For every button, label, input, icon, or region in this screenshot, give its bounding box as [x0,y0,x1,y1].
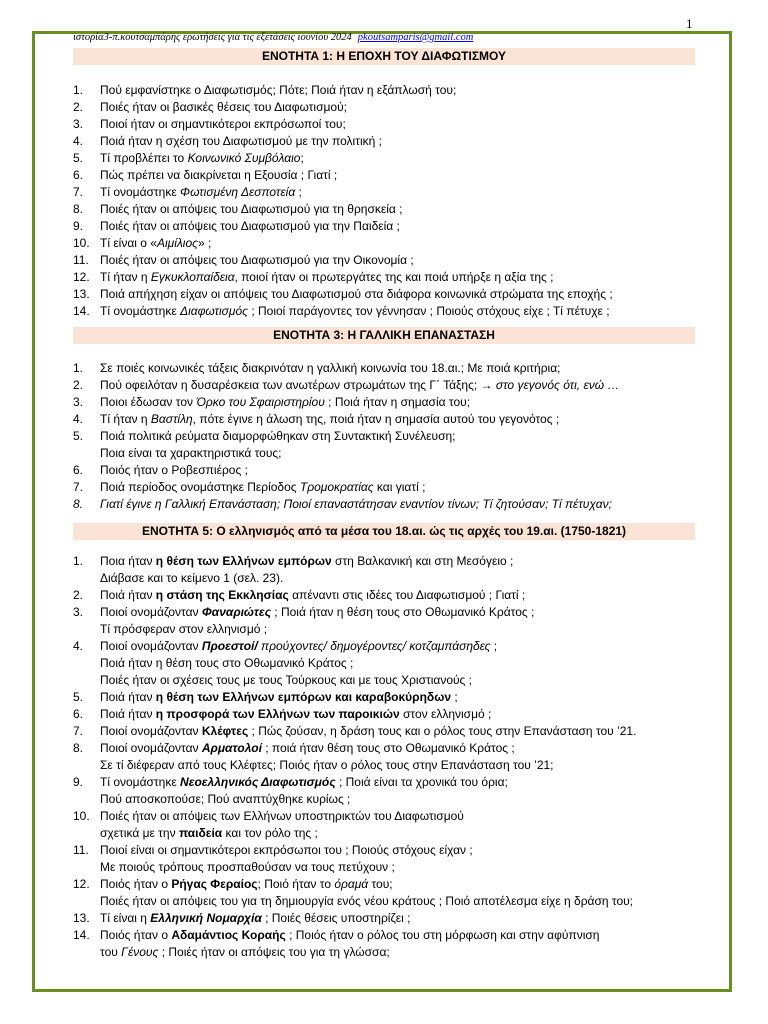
list-item-continuation: Τί πρόσφεραν στον ελληνισμό ; [100,622,268,636]
running-title: ιστορία3-π.κουτσαμπάρης ερωτήσεις για τις εξετάσεις ιουνίου 2024 [73,32,352,43]
list-item-continuation: Πού αποσκοπούσε; Πού αναπτύχθηκε κυρίως ; [100,792,351,806]
list-item: 2. Πού οφειλόταν η δυσαρέσκεια των ανωτέρων στρωμάτων της Γ΄ Τάξης; → στο γεγονός ότι, ενώ … [73,378,620,392]
list-item: 10. Τί είναι ο «Αιμίλιος» ; [73,236,212,250]
list-item-continuation: σχετικά με την παιδεία και τον ρόλο της ; [100,826,318,840]
list-item-continuation: Με ποιούς τρόπους προσπαθούσαν να τους πετύχουν ; [100,860,395,874]
list-item: 3. Ποιοί ήταν οι σημαντικότεροι εκπρόσωποί του; [73,117,346,131]
list-item: 8. Ποιές ήταν οι απόψεις του Διαφωτισμού για τη θρησκεία ; [73,202,403,216]
section-1-list [73,82,713,320]
list-item: 13. Τί είναι η Ελληνική Νομαρχία ; Ποιές θέσεις υποστηρίζει ; [73,911,411,925]
list-item: 11. Ποιές ήταν οι απόψεις του Διαφωτισμού για την Οικονομία ; [73,253,414,267]
section-3-list [73,360,713,513]
list-item: 10. Ποιές ήταν οι απόψεις των Ελλήνων υποστηρικτών του Διαφωτισμού [73,809,464,823]
list-item: 9. Τί ονομάστηκε Νεοελληνικός Διαφωτισμός ; Ποιά είναι τα χρονικά του όρια; [73,775,508,789]
list-item: 4. Ποιοί ονομάζονταν Προεστοί/ προύχοντες/ δημογέροντες/ κοτζαμπάσηδες ; [73,639,498,653]
list-item: 12. Ποιός ήταν ο Ρήγας Φεραίος; Ποιό ήταν το όραμά του; [73,877,393,891]
section-5-title: ΕΝΟΤΗΤΑ 5: Ο ελληνισμός από τα μέσα του 18.αι. ώς τις αρχές του 19.αι. (1750-1821) [73,523,695,540]
page-number: 1 [686,16,693,31]
list-item: 2. Ποιές ήταν οι βασικές θέσεις του Διαφωτισμού; [73,100,347,114]
list-item-continuation: Ποιές ήταν οι σχέσεις τους με τους Τούρκους και με τους Χριστιανούς ; [100,673,473,687]
list-item: 14. Ποιός ήταν ο Αδαμάντιος Κοραής ; Ποιός ήταν ο ρόλος του στη μόρφωση και στην αφύπνιση [73,928,600,942]
list-item: 3. Ποιοι έδωσαν τον Όρκο του Σφαιριστηρίου ; Ποιά ήταν η σημασία του; [73,395,471,409]
section-5-list [73,553,713,961]
list-item: 6. Ποιά ήταν η προσφορά των Ελλήνων των παροικιών στον ελληνισμό ; [73,707,492,721]
list-item-continuation: Ποια είναι τα χαρακτηριστικά τους; [100,446,282,460]
list-item: 6. Ποιός ήταν ο Ροβεσπιέρος ; [73,463,248,477]
email-link[interactable]: pkoutsamparis@gmail.com [357,32,474,43]
list-item: 4. Τί ήταν η Βαστίλη, πότε έγινε η άλωση της, ποιά ήταν η σημασία αυτού του γεγονότος ; [73,412,560,426]
list-item: 4. Ποιά ήταν η σχέση του Διαφωτισμού με την πολιτική ; [73,134,382,148]
list-item: 1. Ποια ήταν η θέση των Ελλήνων εμπόρων στη Βαλκανική και στη Μεσόγειο ; [73,554,514,568]
list-item-continuation: Σε τί διέφεραν από τους Κλέφτες; Ποιός ήταν ο ρόλος τους στην Επανάσταση του ’21; [100,758,554,772]
list-item: 1. Σε ποιές κοινωνικές τάξεις διακρινόταν η γαλλική κοινωνία του 18.αι.; Με ποιά κριτήρια; [73,361,561,375]
list-item: 1. Πού εμφανίστηκε ο Διαφωτισμός; Πότε; Ποιά ήταν η εξάπλωσή του; [73,83,457,97]
list-item: 8. Ποιοί ονομάζονταν Αρματολοί ; ποιά ήταν θέση τους στο Οθωμανικό Κράτος ; [73,741,515,755]
list-item: 9. Ποιές ήταν οι απόψεις του Διαφωτισμού για την Παιδεία ; [73,219,400,233]
section-1-title: ΕΝΟΤΗΤΑ 1: Η ΕΠΟΧΗ ΤΟΥ ΔΙΑΦΩΤΙΣΜΟΥ [73,48,695,65]
list-item: 14. Τί ονομάστηκε Διαφωτισμός ; Ποιοί παράγοντες τον γέννησαν ; Ποιούς στόχους είχε ; Τί πέτυχε ; [73,304,610,318]
list-item: 3. Ποιοί ονομάζονταν Φαναριώτες ; Ποιά ήταν η θέση τους στο Οθωμανικό Κράτος ; [73,605,535,619]
list-item: 5. Τί προβλέπει το Κοινωνικό Συμβόλαιο; [73,151,304,165]
list-item-continuation: του Γένους ; Ποιές ήταν οι απόψεις του για τη γλώσσα; [100,945,390,959]
list-item: 5. Ποιά ήταν η θέση των Ελλήνων εμπόρων και καραβοκύρηδων ; [73,690,458,704]
list-item: 8. Γιατί έγινε η Γαλλική Επανάσταση; Ποιοί επαναστάτησαν εναντίον τίνων; Τί ζητούσαν; Τί πέτυχαν; [73,497,612,511]
list-item-continuation: Διάβασε και το κείμενο 1 (σελ. 23). [100,571,284,585]
list-item: 7. Τί ονομάστηκε Φωτισμένη Δεσποτεία ; [73,185,302,199]
list-item: 12. Τί ήταν η Εγκυκλοπαίδεια, ποιοί ήταν οι πρωτεργάτες της και ποιά υπήρξε η αξία της ; [73,270,554,284]
list-item: 13. Ποιά απήχηση είχαν οι απόψεις του Διαφωτισμού στα διάφορα κοινωνικά στρώματα της εποχής ; [73,287,613,301]
running-header [73,32,473,43]
list-item-continuation: Ποιές ήταν οι απόψεις του για τη δημιουργία ενός νέου κράτους ; Ποιό αποτέλεσμα είχε η δράση του; [100,894,634,908]
list-item: 5. Ποιά πολιτικά ρεύματα διαμορφώθηκαν στη Συντακτική Συνέλευση; [73,429,456,443]
list-item: 2. Ποιά ήταν η στάση της Εκκλησίας απέναντι στις ιδέες του Διαφωτισμού ; Γιατί ; [73,588,526,602]
list-item: 7. Ποιά περίοδος ονομάστηκε Περίοδος Τρομοκρατίας και γιατί ; [73,480,426,494]
list-item: 6. Πώς πρέπει να διακρίνεται η Εξουσία ; Γιατί ; [73,168,338,182]
list-item: 11. Ποιοί είναι οι σημαντικότεροι εκπρόσωποι του ; Ποιούς στόχους είχαν ; [73,843,473,857]
list-item-continuation: Ποιά ήταν η θέση τους στο Οθωμανικό Κράτος ; [100,656,354,670]
list-item: 7. Ποιοί ονομάζονταν Κλέφτες ; Πώς ζούσαν, η δράση τους και ο ρόλος τους στην Επανάσταση του ’21. [73,724,637,738]
section-3-title: ΕΝΟΤΗΤΑ 3: Η ΓΑΛΛΙΚΗ ΕΠΑΝΑΣΤΑΣΗ [73,327,695,344]
